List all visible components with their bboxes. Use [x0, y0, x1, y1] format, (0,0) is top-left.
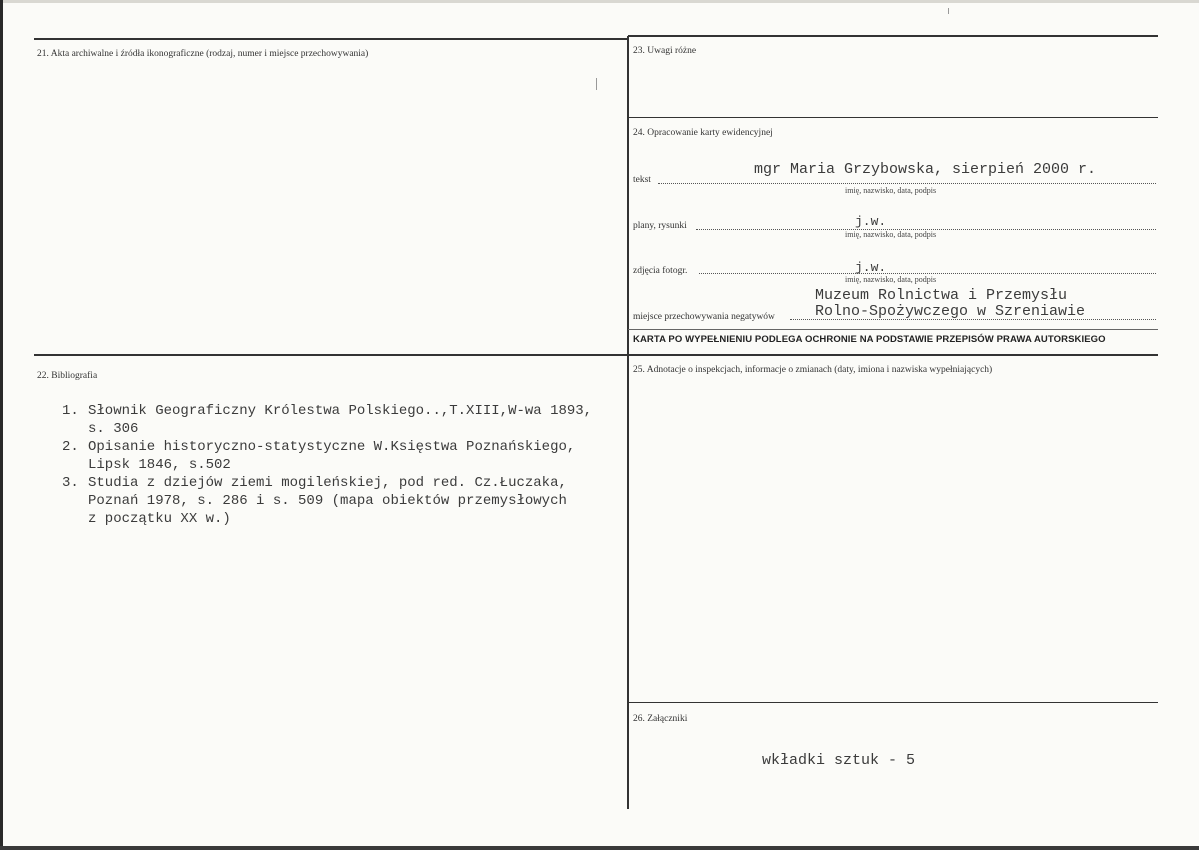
s21-label: 21. Akta archiwalne i źródła ikonograficzne (rodzaj, numer i miejsce przechowywania) — [37, 49, 369, 59]
s23-label: 23. Uwagi różne — [633, 46, 697, 56]
tekst-value: mgr Maria Grzybowska, sierpień 2000 r. — [754, 161, 1097, 178]
zdjecia-caption: imię, nazwisko, data, podpis — [845, 275, 937, 284]
miejsce-value-line-1: Muzeum Rolnictwa i Przemysłu — [815, 287, 1068, 304]
bibliography-item-text: Opisanie historyczno-statystyczne W.Księstwa Poznańskiego, Lipsk 1846, s.502 — [88, 439, 576, 473]
mark-tick — [596, 78, 597, 90]
plany-value: j.w. — [855, 214, 887, 229]
plany-caption: imię, nazwisko, data, podpis — [845, 230, 937, 239]
s26-value: wkładki sztuk - 5 — [762, 752, 916, 769]
plany-label: plany, rysunki — [633, 221, 687, 231]
bottom-edge — [0, 846, 1199, 850]
copyright-note: KARTA PO WYPEŁNIENIU PODLEGA OCHRONIE NA PODSTAWIE PRZEPISÓW PRAWA AUTORSKIEGO — [633, 334, 1106, 345]
tekst-caption: imię, nazwisko, data, podpis — [845, 186, 937, 195]
top-border-line — [34, 38, 628, 40]
corner-mark — [948, 8, 949, 14]
bibliography-item-number: 1. — [62, 403, 79, 419]
bibliography-item — [62, 438, 592, 474]
miejsce-value-line-2: Rolno-Spożywczego w Szreniawie — [815, 303, 1086, 320]
zdjecia-value: j.w. — [855, 260, 887, 275]
vertical-divider — [627, 36, 629, 809]
bibliography-list — [62, 402, 592, 528]
s24-note-top-line — [628, 329, 1158, 330]
bibliography-item-text: Słownik Geograficzny Królestwa Polskiego..,T.XIII,W-wa 1893, s. 306 — [88, 403, 593, 437]
bibliography-item — [62, 402, 592, 438]
s26-label: 26. Załączniki — [633, 714, 688, 724]
top-edge — [0, 0, 1199, 3]
tekst-dotted-line — [658, 183, 1156, 184]
bibliography-item — [62, 474, 592, 528]
s26-top-line — [628, 702, 1158, 703]
zdjecia-label: zdjęcia fotogr. — [633, 266, 688, 276]
bibliography-item-text: Studia z dziejów ziemi mogileńskiej, pod red. Cz.Łuczaka, Poznań 1978, s. 286 i s. 509 (mapa obiektów przemysłowych z początku XX w.) — [88, 475, 567, 527]
bibliography-item-number: 3. — [62, 475, 79, 491]
s23-bottom-line — [628, 117, 1158, 118]
s25-label: 25. Adnotacje o inspekcjach, informacje o zmianach (daty, imiona i nazwiska wypełniających) — [633, 365, 993, 375]
middle-horizontal-line — [34, 354, 1158, 356]
s24-label: 24. Opracowanie karty ewidencyjnej — [633, 128, 773, 138]
s22-label: 22. Bibliografia — [37, 371, 98, 381]
tekst-label: tekst — [633, 175, 651, 185]
top-border-line-right — [628, 35, 1158, 37]
bibliography-item-number: 2. — [62, 439, 79, 455]
left-edge — [0, 0, 3, 850]
miejsce-label: miejsce przechowywania negatywów — [633, 312, 775, 322]
zdjecia-dotted-line — [699, 273, 1156, 274]
